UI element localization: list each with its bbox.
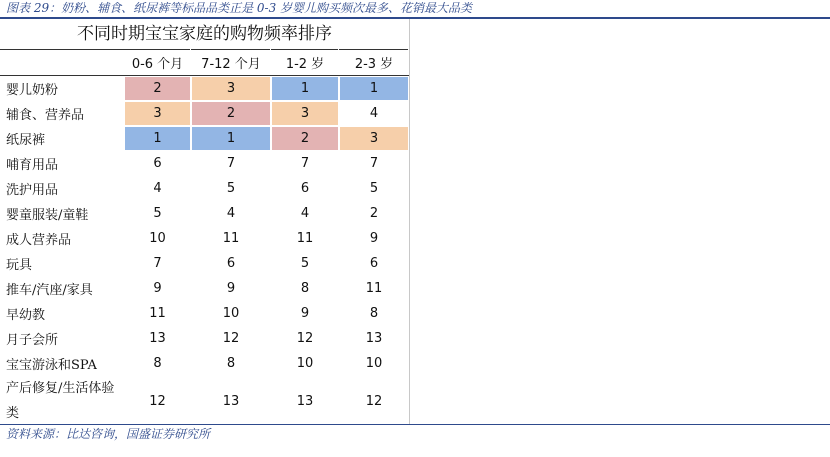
rank-cell: 10 (340, 352, 409, 375)
rank-cell: 7 (272, 152, 339, 175)
left-column-header: 0-6 个月 (125, 49, 191, 75)
row-label: 宝宝游泳和SPA (6, 358, 97, 373)
rank-cell: 4 (272, 202, 339, 225)
row-label: 辅食、营养品 (6, 108, 85, 123)
rank-cell: 11 (125, 302, 191, 325)
rank-cell: 9 (340, 227, 409, 250)
rank-cell: 8 (272, 277, 339, 300)
rank-cell: 10 (125, 227, 191, 250)
rank-cell: 1 (125, 127, 191, 150)
left-column-header: 1-2 岁 (272, 49, 339, 75)
rank-cell: 9 (272, 302, 339, 325)
rank-cell: 3 (340, 127, 409, 150)
rank-cell: 9 (125, 277, 191, 300)
rank-cell: 7 (340, 152, 409, 175)
rank-cell: 8 (192, 352, 271, 375)
rank-cell: 11 (272, 227, 339, 250)
source-divider (0, 424, 830, 425)
row-label: 哺育用品 (6, 158, 59, 173)
row-label: 洗护用品 (6, 183, 59, 198)
row-label: 产后修复/生活体验类 (6, 381, 115, 421)
source-note: 资料来源：比达咨询，国盛证券研究所 (6, 427, 211, 441)
rank-cell: 9 (192, 277, 271, 300)
rank-cell: 7 (125, 252, 191, 275)
rank-cell: 5 (125, 202, 191, 225)
rank-cell: 10 (192, 302, 271, 325)
table-row (0, 176, 409, 201)
left-column-header: 2-3 岁 (340, 49, 409, 75)
rank-cell: 6 (340, 252, 409, 275)
rank-cell: 4 (125, 177, 191, 200)
row-label: 玩具 (6, 258, 33, 273)
rank-cell: 3 (125, 102, 191, 125)
left-column-header: 7-12 个月 (192, 49, 271, 75)
rank-cell: 6 (125, 152, 191, 175)
rank-cell: 13 (192, 377, 271, 425)
table-row (0, 226, 409, 251)
rank-cell: 7 (192, 152, 271, 175)
frequency-table-title: 不同时期宝宝家庭的购物频率排序 (0, 19, 409, 50)
rank-cell: 13 (125, 327, 191, 350)
rank-cell: 6 (192, 252, 271, 275)
rank-cell: 10 (272, 352, 339, 375)
rank-cell: 1 (340, 77, 409, 100)
rank-cell: 2 (272, 127, 339, 150)
rank-cell: 5 (192, 177, 271, 200)
table-row (0, 351, 409, 376)
rank-cell: 12 (192, 327, 271, 350)
row-label: 推车/汽座/家具 (6, 283, 93, 298)
rank-cell: 4 (192, 202, 271, 225)
rank-cell: 12 (125, 377, 191, 425)
rank-cell: 8 (340, 302, 409, 325)
table-row (0, 126, 409, 151)
rank-cell: 13 (340, 327, 409, 350)
row-label: 早幼教 (6, 308, 46, 323)
rank-cell: 12 (272, 327, 339, 350)
rank-cell: 2 (340, 202, 409, 225)
rank-cell: 6 (272, 177, 339, 200)
rank-cell: 3 (272, 102, 339, 125)
rank-cell: 1 (192, 127, 271, 150)
row-label: 成人营养品 (6, 233, 72, 248)
row-label: 婴儿奶粉 (6, 83, 59, 98)
rank-cell: 2 (192, 102, 271, 125)
rank-cell: 12 (340, 377, 409, 425)
table-row (0, 251, 409, 276)
rank-cell: 11 (340, 277, 409, 300)
table-row (0, 101, 409, 126)
table-row (0, 326, 409, 351)
row-label: 婴童服装/童鞋 (6, 208, 89, 223)
rank-cell: 1 (272, 77, 339, 100)
row-label: 纸尿裤 (6, 133, 46, 148)
rank-cell: 5 (340, 177, 409, 200)
figure-caption: 图表 29：奶粉、辅食、纸尿裤等标品品类正是 0-3 岁婴儿购买频次最多、花销最大品类 (6, 1, 473, 15)
panel-separator (409, 19, 456, 424)
table-row (0, 76, 409, 101)
rank-cell: 2 (125, 77, 191, 100)
rank-cell: 8 (125, 352, 191, 375)
rank-cell: 3 (192, 77, 271, 100)
rank-cell: 5 (272, 252, 339, 275)
table-row (0, 201, 409, 226)
row-label: 月子会所 (6, 333, 59, 348)
rank-cell: 11 (192, 227, 271, 250)
rank-cell: 13 (272, 377, 339, 425)
table-row (0, 376, 409, 426)
table-row (0, 151, 409, 176)
table-row (0, 301, 409, 326)
table-row (0, 276, 409, 301)
rank-cell: 4 (340, 102, 409, 125)
left-header-row (0, 49, 409, 75)
